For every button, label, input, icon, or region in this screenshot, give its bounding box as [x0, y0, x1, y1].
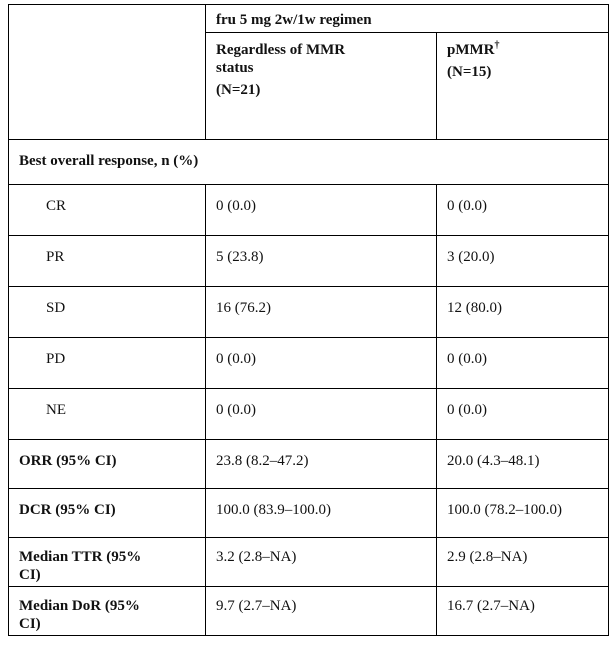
row-all-cell	[206, 389, 437, 440]
results-table	[8, 4, 609, 636]
row-pmmr-value: 0 (0.0)	[447, 198, 487, 214]
col-header-pmmr-n: (N=15)	[447, 64, 492, 80]
row-label: PR	[46, 249, 65, 265]
row-label: PD	[46, 351, 66, 367]
dagger-footnote-mark: †	[494, 40, 500, 51]
col-header-pmmr	[437, 33, 609, 140]
row-label-cell	[9, 236, 206, 287]
col-header-pmmr-label: pMMR	[447, 42, 495, 58]
metric-all-cell	[206, 538, 437, 587]
metric-all-value: 9.7 (2.7–NA)	[216, 598, 297, 614]
metric-pmmr-cell	[437, 587, 609, 636]
col-header-all-line2: status	[216, 60, 254, 76]
header-row-regimen	[9, 5, 609, 33]
row-all-cell	[206, 236, 437, 287]
row-label: NE	[46, 402, 66, 418]
metric-all-cell	[206, 489, 437, 538]
row-pmmr-cell	[437, 236, 609, 287]
metric-pmmr-value: 16.7 (2.7–NA)	[447, 598, 535, 614]
metric-all-value: 3.2 (2.8–NA)	[216, 549, 297, 565]
row-label-cell	[9, 389, 206, 440]
col-header-all-line1: Regardless of MMR	[216, 42, 346, 58]
col-header-pmmr-text	[437, 33, 608, 81]
row-label-cell	[9, 287, 206, 338]
metric-label: DCR (95% CI)	[19, 502, 116, 518]
metric-all-cell	[206, 587, 437, 636]
table-row-median-ttr	[9, 538, 609, 587]
table-row-pd	[9, 338, 609, 389]
metric-pmmr-cell	[437, 489, 609, 538]
metric-label-line2: CI)	[19, 616, 41, 632]
metric-label-line2: CI)	[19, 567, 41, 583]
row-pmmr-cell	[437, 185, 609, 236]
row-label: SD	[46, 300, 66, 316]
row-pmmr-value: 3 (20.0)	[447, 249, 495, 265]
table-row-ne	[9, 389, 609, 440]
regimen-label: fru 5 mg 2w/1w regimen	[216, 12, 372, 28]
row-all-value: 0 (0.0)	[216, 402, 256, 418]
metric-label-cell	[9, 538, 206, 587]
table-row-cr	[9, 185, 609, 236]
metric-pmmr-value: 100.0 (78.2–100.0)	[447, 502, 562, 518]
col-header-all-text	[206, 33, 436, 99]
metric-label	[9, 587, 205, 633]
row-all-value: 5 (23.8)	[216, 249, 264, 265]
metric-label	[9, 538, 205, 584]
row-pmmr-cell	[437, 287, 609, 338]
row-label-cell	[9, 338, 206, 389]
metric-label-cell	[9, 489, 206, 538]
table-row-dcr	[9, 489, 609, 538]
metric-pmmr-cell	[437, 538, 609, 587]
section-cell	[9, 140, 609, 185]
section-label: Best overall response, n (%)	[19, 153, 199, 169]
row-pmmr-cell	[437, 338, 609, 389]
metric-all-value: 23.8 (8.2–47.2)	[216, 453, 309, 469]
col-header-all	[206, 33, 437, 140]
metric-all-value: 100.0 (83.9–100.0)	[216, 502, 331, 518]
section-row-best-response	[9, 140, 609, 185]
row-label-cell	[9, 185, 206, 236]
metric-pmmr-value: 2.9 (2.8–NA)	[447, 549, 528, 565]
table-row-pr	[9, 236, 609, 287]
metric-label-cell	[9, 440, 206, 489]
metric-all-cell	[206, 440, 437, 489]
row-label: CR	[46, 198, 67, 214]
row-pmmr-value: 0 (0.0)	[447, 351, 487, 367]
col-header-pmmr-line1	[447, 41, 598, 59]
row-all-cell	[206, 287, 437, 338]
row-all-value: 0 (0.0)	[216, 198, 256, 214]
header-empty-cell	[9, 5, 206, 140]
row-all-value: 0 (0.0)	[216, 351, 256, 367]
metric-pmmr-cell	[437, 440, 609, 489]
regimen-header-cell	[206, 5, 609, 33]
row-pmmr-cell	[437, 389, 609, 440]
metric-label-cell	[9, 587, 206, 636]
table-row-median-dor	[9, 587, 609, 636]
metric-label: ORR (95% CI)	[19, 453, 117, 469]
table-row-orr	[9, 440, 609, 489]
metric-pmmr-value: 20.0 (4.3–48.1)	[447, 453, 540, 469]
row-pmmr-value: 12 (80.0)	[447, 300, 502, 316]
row-pmmr-value: 0 (0.0)	[447, 402, 487, 418]
metric-label-line1: Median TTR (95%	[19, 549, 142, 565]
row-all-cell	[206, 185, 437, 236]
row-all-cell	[206, 338, 437, 389]
metric-label-line1: Median DoR (95%	[19, 598, 140, 614]
col-header-all-n: (N=21)	[216, 82, 261, 98]
table-row-sd	[9, 287, 609, 338]
row-all-value: 16 (76.2)	[216, 300, 271, 316]
